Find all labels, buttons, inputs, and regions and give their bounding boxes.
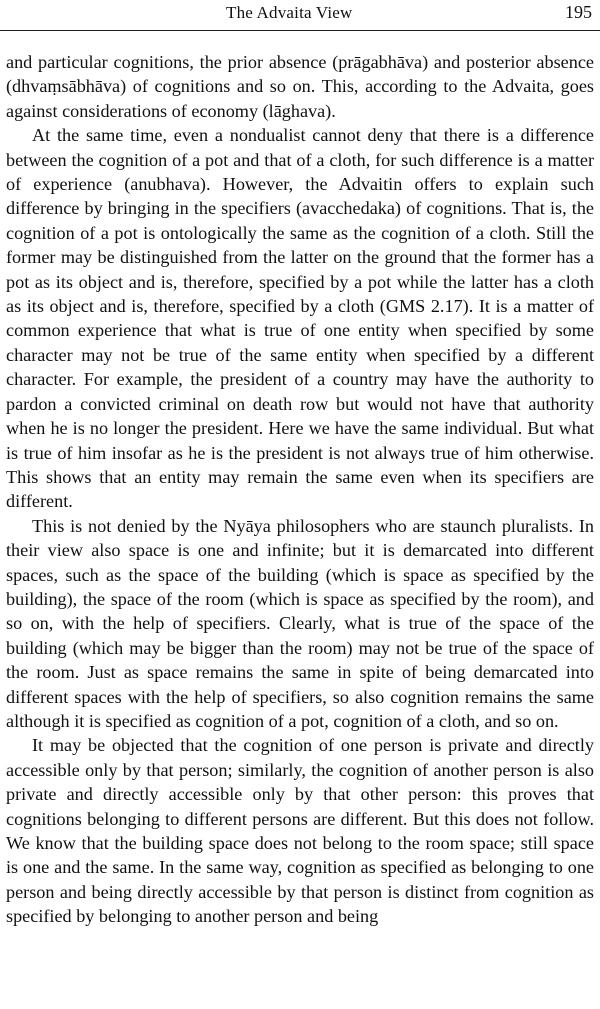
paragraph-objection: It may be objected that the cognition of one person is private and directly accessible only by that person; similarly, the cognition of another person is also private and directly accessible only by that other person: this proves that cognitions belonging to different persons are different. But this does not follow. We know that the building space does not belong to the room space; still space is one and the same. In the same way, cognition as specified as belonging to one person and being directly accessible by that person is distinct from cognition as specified by belonging to another person and being	[6, 735, 594, 927]
paragraph-nyaya-space: This is not denied by the Nyāya philosophers who are staunch pluralists. In their view also space is one and infinite; but it is demarcated into different spaces, such as the space of the building (which is space as specified by the building), the space of the room (which is space as specified by the room), and so on, with the help of specifiers. Clearly, what is true of the space of the building (which may be bigger than the room) may not be true of the space of the room. Just as space remains the same in spite of being demarcated into different spaces with the help of specifiers, so also cognition remains the same although it is specified as cognition of a pot, cognition of a cloth, and so on.	[6, 515, 594, 731]
page-header	[0, 0, 600, 31]
paragraph-continued: and particular cognitions, the prior absence (prāgabhāva) and posterior absence (dhvaṃsābhāva) of cognitions and so on. This, according to the Advaita, goes against considerations of economy (lāghava).	[6, 52, 594, 121]
body-text	[6, 50, 594, 929]
paragraph-specifiers: At the same time, even a nondualist cannot deny that there is a difference between the cognition of a pot and that of a cloth, for such difference is a matter of experience (anubhava). However, the Advaitin offers to explain such difference by bringing in the specifiers (avacchedaka) of cognitions. That is, the cognition of a pot is ontologically the same as the cognition of a cloth. Still the former may be distinguished from the latter on the ground that the former has a pot as its object and is, therefore, specified by a pot while the latter has a cloth as its object and is, therefore, specified by a cloth (GMS 2.17). It is a matter of common experience that what is true of one entity when specified by some character may not be true of the same entity when specified by a different character. For example, the president of a country may have the authority to pardon a convicted criminal on death row but would not have that authority when he is no longer the president. Here we have the same individual. But what is true of him insofar as he is the president is not always true of him otherwise. This shows that an entity may remain the same even when its specifiers are different.	[6, 125, 594, 512]
running-head: The Advaita View	[226, 3, 353, 22]
page-number: 195	[565, 2, 592, 22]
